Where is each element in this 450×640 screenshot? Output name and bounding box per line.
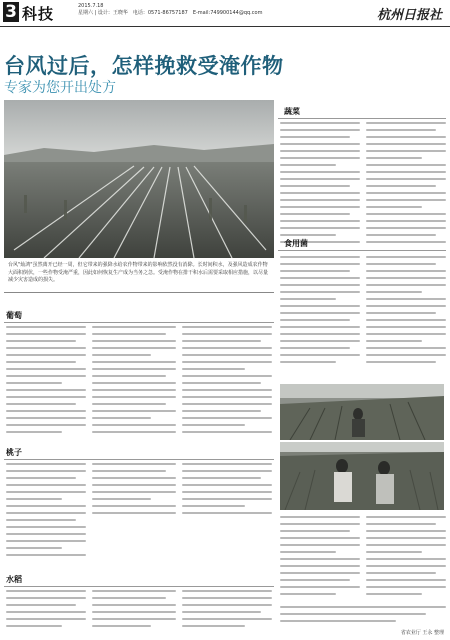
divider (278, 250, 446, 251)
contact-line: 星期六 | 设计：王晓华 电话：0571-86757187 E-mail:749900144@qq.com (78, 10, 263, 16)
date-line: 2015.7.18 (78, 3, 104, 9)
body-text-column (280, 516, 360, 600)
body-text-column (92, 326, 176, 436)
body-text-column (6, 326, 86, 436)
body-text-column (182, 326, 272, 436)
header-meta (78, 3, 262, 17)
page-number: 3 (3, 2, 19, 22)
farmers-field-photo (280, 442, 444, 510)
divider (4, 459, 274, 460)
body-text-column (280, 256, 360, 376)
section-heading-rice: 水稻 (6, 575, 22, 584)
body-text-column (366, 122, 446, 252)
body-text-column (92, 463, 176, 523)
body-text-column (366, 256, 446, 376)
body-text-column (182, 463, 272, 523)
headline: 台风过后，怎样挽救受淹作物 (4, 54, 284, 78)
body-text-column (182, 590, 272, 636)
subhead: 专家为您开出处方 (4, 80, 116, 96)
body-text-column (6, 463, 86, 565)
photo-caption: 台风"灿鸿"虽然离开已经一周，但它带来的强降水给农作物带来的影响依然没有消除。长时间积水，及强风造成农作物大面积倒伏，一些作物受淹严重，因此如何恢复生产成为当务之急。受淹作物在排干积水后需要采取相应措施，以尽量减少灾害造成的损失。 (8, 262, 269, 283)
section-heading-vegetables: 蔬菜 (284, 107, 300, 116)
section-heading-grape: 葡萄 (6, 311, 22, 320)
body-text-column (366, 516, 446, 600)
section-heading-peach: 桃子 (6, 448, 22, 457)
body-text-column (280, 122, 360, 252)
masthead (0, 0, 450, 27)
section-heading-edible-fungi: 食用菌 (284, 239, 308, 248)
divider (278, 118, 446, 119)
divider (4, 586, 274, 587)
body-text-column (92, 590, 176, 636)
divider (4, 322, 274, 323)
body-text-column (6, 590, 86, 636)
editor-note (280, 606, 446, 628)
divider (4, 292, 274, 293)
newspaper-brand: 杭州日报社 (376, 8, 442, 23)
section-name: 科技 (22, 5, 55, 23)
flooded-field-photo (4, 100, 274, 258)
field-inspection-photo (280, 384, 444, 440)
author-credit: 省农业厅 王永 整理 (400, 630, 444, 636)
